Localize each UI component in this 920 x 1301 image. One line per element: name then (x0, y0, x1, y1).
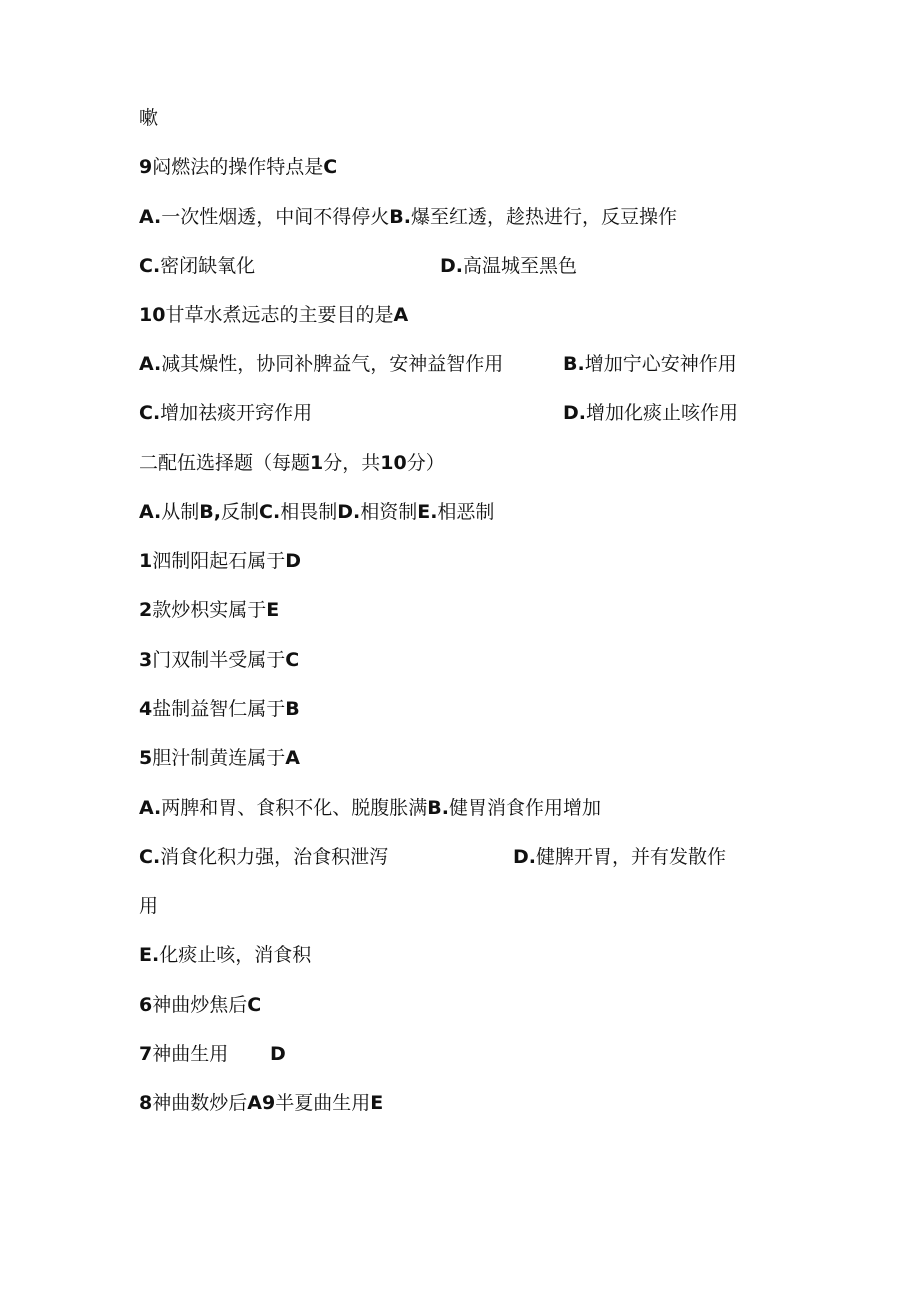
answer-key: E (370, 1092, 384, 1114)
option-letter: D. (440, 255, 463, 277)
question-number: 10 (139, 304, 166, 326)
question-text: 款炒枳实属于 (152, 599, 267, 621)
section-heading (139, 451, 445, 475)
options-line (139, 254, 255, 278)
question-text: 神曲炒焦后 (152, 994, 248, 1016)
option-text: 消食化积力强，治食积泄泻 (160, 846, 389, 868)
options-line (139, 500, 494, 524)
option-text: 密闭缺氧化 (160, 255, 256, 277)
option-letter: A. (139, 797, 162, 819)
question-text: 神曲数炒后 (152, 1092, 248, 1114)
option-text: 健胃消食作用增加 (449, 797, 602, 819)
option-letter: A. (139, 353, 162, 375)
answer-key: C (247, 994, 262, 1016)
heading-text: 分，共 (323, 452, 381, 474)
option-letter: B. (563, 353, 585, 375)
option-letter: D. (563, 402, 586, 424)
option-text: 从制 (161, 501, 200, 523)
options-line (139, 796, 601, 820)
question-text: 甘草水煮远志的主要目的是 (165, 304, 394, 326)
option-text: 爆至红透，趁热进行，反豆操作 (411, 206, 678, 228)
question-text: 泗制阳起石属于 (152, 550, 286, 572)
option-text: 健脾开胃，并有发散作 (536, 846, 727, 868)
option-letter: C. (139, 846, 161, 868)
question-item (139, 1042, 228, 1066)
question-item (139, 746, 300, 770)
option-text: 反制 (221, 501, 260, 523)
question-number: 6 (139, 994, 153, 1016)
option-text: 相畏制 (280, 501, 338, 523)
option-letter: B, (199, 501, 221, 523)
option-letter: C. (139, 255, 161, 277)
options-line (139, 943, 311, 967)
question-item (139, 993, 261, 1017)
option-text: 一次性烟透，中间不得停火 (161, 206, 390, 228)
options-line (139, 205, 677, 229)
options-col2 (513, 845, 726, 869)
question-number: 3 (139, 649, 153, 671)
option-text: 相恶制 (437, 501, 495, 523)
question-number: 2 (139, 599, 153, 621)
option-text: 化痰止咳，消食积 (159, 944, 312, 966)
option-text: 增加化痰止咳作用 (586, 402, 739, 424)
question-item (139, 549, 301, 573)
answer-key: C (323, 156, 338, 178)
options-line (139, 401, 312, 425)
option-text: 减其燥性，协同补脾益气，安神益智作用 (161, 353, 504, 375)
question-text: 胆汁制黄连属于 (152, 747, 286, 769)
option-text: 相资制 (360, 501, 418, 523)
answer-col (270, 1042, 286, 1066)
question-text: 门双制半受属于 (152, 649, 286, 671)
heading-number: 10 (380, 452, 407, 474)
text-run: 嗽 (139, 107, 159, 129)
option-letter: D. (337, 501, 361, 523)
option-text: 两脾和胃、食积不化、脱腹胀满 (161, 797, 428, 819)
answer-key: B (285, 698, 300, 720)
option-text: 高温城至黑色 (463, 255, 578, 277)
text-line (139, 106, 158, 130)
question-9 (139, 155, 337, 179)
answer-key: C (285, 649, 300, 671)
option-letter: B. (389, 206, 411, 228)
text-run: 用 (139, 895, 159, 917)
question-number: 5 (139, 747, 153, 769)
option-letter: C. (139, 402, 161, 424)
answer-key: A (393, 304, 409, 326)
answer-key: D (285, 550, 302, 572)
question-10 (139, 303, 408, 327)
answer-key: E (266, 599, 280, 621)
options-col2 (440, 254, 577, 278)
question-item (139, 648, 299, 672)
question-text: 盐制益智仁属于 (152, 698, 286, 720)
options-col2 (563, 401, 738, 425)
answer-key: A9 (247, 1092, 276, 1114)
answer-key: A (285, 747, 300, 769)
options-col2 (563, 352, 737, 376)
question-item (139, 697, 300, 721)
question-number: 7 (139, 1043, 153, 1065)
question-item (139, 1091, 383, 1115)
question-number: 8 (139, 1092, 153, 1114)
option-letter: D. (513, 846, 536, 868)
question-number: 9 (139, 156, 153, 178)
option-text: 增加祛痰开窍作用 (160, 402, 313, 424)
heading-text: 二配伍选择题（每题 (139, 452, 311, 474)
heading-number: 1 (310, 452, 324, 474)
option-letter: B. (427, 797, 449, 819)
question-text: 神曲生用 (152, 1043, 229, 1065)
options-line (139, 845, 388, 869)
question-number: 1 (139, 550, 153, 572)
question-text: 闷燃法的操作特点是 (152, 156, 324, 178)
question-number: 4 (139, 698, 153, 720)
option-letter: E. (417, 501, 438, 523)
option-letter: E. (139, 944, 160, 966)
heading-text: 分） (406, 452, 445, 474)
option-text: 增加宁心安神作用 (584, 353, 737, 375)
question-item (139, 598, 279, 622)
options-line (139, 352, 503, 376)
option-letter: A. (139, 206, 162, 228)
option-letter: C. (259, 501, 281, 523)
option-letter: A. (139, 501, 162, 523)
text-line (139, 894, 158, 918)
answer-key: D (270, 1043, 286, 1065)
question-text: 半夏曲生用 (275, 1092, 371, 1114)
